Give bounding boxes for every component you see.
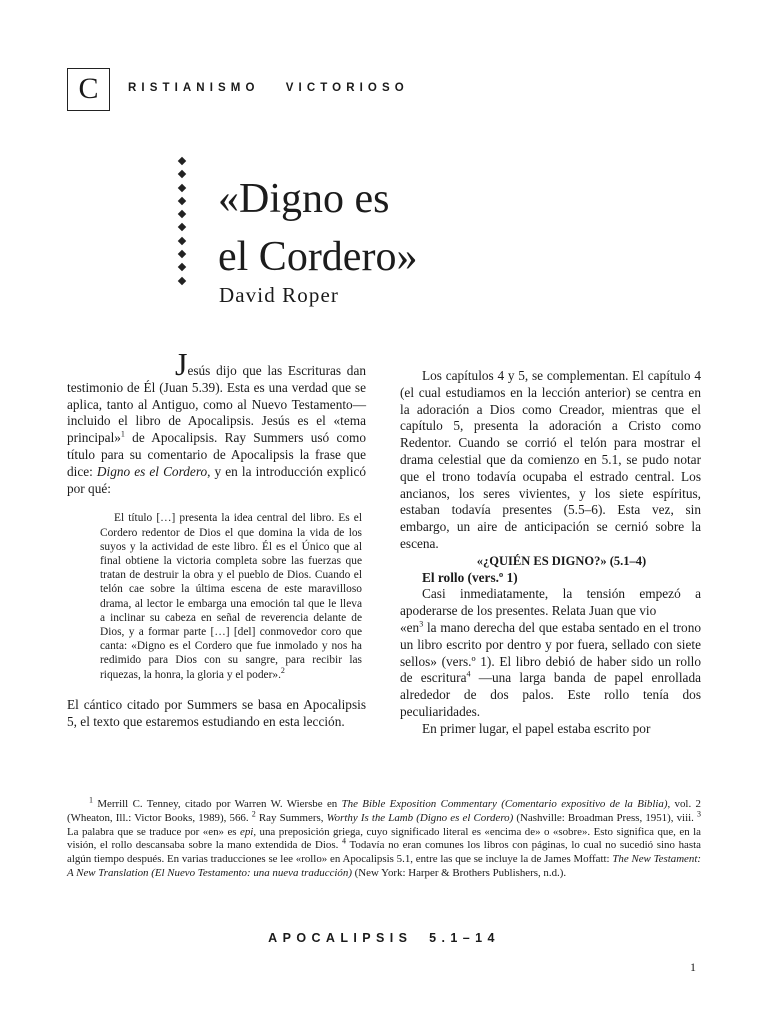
intro-text-a: esús dijo que las Escrituras dan testimonio de Él (Juan 5.39). Esta es una verdad que se aplica, tanto al Antiguo, como al Nuevo Testamento—incluido el libro de Apocalipsis. Jesús es el «tema principal» bbox=[67, 363, 366, 446]
quote-text bbox=[100, 511, 362, 681]
footnote-1-text: Merrill C. Tenney, citado por Warren W. Wiersbe en bbox=[93, 798, 342, 810]
footnote-2-text: Ray Summers, bbox=[255, 811, 327, 824]
footnote-4-italic: The New Testament: A New Translation (El Nuevo Testamento: una nueva traducción) bbox=[67, 853, 701, 879]
footnote-2-italic: Worthy Is the Lamb (Digno es el Cordero) bbox=[326, 811, 514, 824]
footnote-num-2: 2 bbox=[251, 809, 256, 819]
scroll-text-a: «en bbox=[400, 619, 420, 635]
footnote-ref-4: 4 bbox=[466, 669, 471, 679]
scroll-paragraph bbox=[400, 620, 701, 721]
footnotes bbox=[67, 795, 701, 881]
footnote-4-tail: (New York: Harper & Brothers Publishers, n.d.). bbox=[351, 866, 567, 879]
footnote-num-1: 1 bbox=[89, 795, 93, 805]
intro-italic-title: Digno es el Cordero bbox=[96, 463, 208, 479]
footnote-4-text: Todavía no eran comunes los libros con páginas, lo cual no sucedió sino hasta algún tiempo después. En varias traducciones se lee «rollo» en Apocalipsis 5.1, entre las que se incluye la de James Moffatt: bbox=[67, 839, 701, 866]
tension-paragraph: Casi inmediatamente, la tensión empezó a apoderarse de los presentes. Relata Juan que vio bbox=[400, 586, 701, 619]
diamond-icon bbox=[178, 183, 186, 191]
intro-text-c: , y en la introducción explicó por qué: bbox=[67, 463, 366, 496]
footnote-ref-2: 2 bbox=[280, 665, 285, 675]
footnote-1-tail: , vol. 2 (Wheaton, Ill.: Victor Books, 1989), 566. bbox=[67, 798, 701, 824]
diamond-icon bbox=[178, 223, 186, 231]
footnote-3-italic: epi bbox=[240, 825, 254, 838]
section-heading: «¿QUIÉN ES DIGNO?» (5.1–4) bbox=[476, 553, 647, 568]
running-footer: APOCALIPSIS 5.1–14 bbox=[268, 931, 500, 945]
diamond-icon bbox=[178, 210, 186, 218]
quote-body: El título […] presenta la idea central del libro. Es el Cordero redentor de Dios el que domina la vida de los suyos y la actividad de este libro. Él es el Único que al final obtiene la victoria completa sobre las fuerzas que tratan de destruir la obra y el pueblo de Dios. Cuando el telón cae sobre la última escena de este maravilloso drama, al lector le embarga una emoción tal que le lleva a inclinar su cabeza en señal de reverencia delante de Dios, y a formar parte […] [del] conmovedor coro que canta: «Digno es el Cordero que fue inmolado y nos ha redimido para Dios con su sangre, para recibir las riquezas, la honra, la gloria y el poder». bbox=[100, 512, 362, 681]
intro-paragraph bbox=[67, 346, 366, 497]
page-number: 1 bbox=[690, 960, 696, 974]
right-column bbox=[400, 368, 701, 738]
scroll-text-b: la mano derecha del que estaba sentado en el trono un libro escrito por dentro y por fuera, sellado con siete sellos» (vers.º 1). El libro debió de haber sido un rollo de escritura bbox=[400, 619, 701, 686]
title-line-1: «Digno es bbox=[218, 176, 390, 222]
diamond-icon bbox=[178, 237, 186, 245]
footnote-ref-1: 1 bbox=[120, 429, 125, 439]
closing-paragraph: El cántico citado por Summers se basa en Apocalipsis 5, el texto que estaremos estudiando en esta lección. bbox=[67, 696, 366, 729]
footnote-ref-3: 3 bbox=[419, 619, 424, 629]
ornament-diamonds bbox=[175, 158, 189, 291]
drop-cap: J bbox=[175, 346, 188, 382]
diamond-icon bbox=[178, 276, 186, 284]
footnote-3-text: La palabra que se traduce por «en» es bbox=[67, 825, 241, 838]
intro-text-b: de Apocalipsis. Ray Summers usó como título para su comentario de Apocalipsis la frase que dice: bbox=[67, 430, 366, 479]
footnote-1-italic: The Bible Exposition Commentary (Comentario expositivo de la Biblia) bbox=[341, 798, 668, 810]
footnote-num-3: 3 bbox=[697, 809, 701, 819]
title-line-2: el Cordero» bbox=[218, 234, 418, 280]
diamond-icon bbox=[178, 250, 186, 258]
scroll-text-c: —una larga banda de papel enrollada alrededor de dos palos. Este rollo tenía dos peculiaridades. bbox=[400, 670, 701, 719]
diamond-icon bbox=[178, 170, 186, 178]
footnotes-text bbox=[67, 795, 701, 881]
footnote-num-4: 4 bbox=[342, 836, 347, 846]
footnote-2-tail: (Nashville: Broadman Press, 1951), viii. bbox=[513, 811, 697, 824]
series-initial-box: C bbox=[67, 68, 110, 111]
left-column bbox=[67, 346, 366, 730]
diamond-icon bbox=[178, 157, 186, 165]
summers-quote bbox=[100, 511, 362, 681]
diamond-icon bbox=[178, 197, 186, 205]
subheading-rollo: El rollo (vers.º 1) bbox=[422, 569, 518, 585]
article-title bbox=[218, 170, 417, 286]
diamond-icon bbox=[178, 263, 186, 271]
footnote-3-tail: , una preposición griega, cuyo significado literal es «encima de» o «sobre». Esto significa que, en la visión, el rollo descansaba sobre la mano extendida de Dios. bbox=[67, 825, 701, 852]
first-place-paragraph: En primer lugar, el papel estaba escrito por bbox=[422, 720, 651, 736]
series-title: RISTIANISMO VICTORIOSO bbox=[128, 82, 409, 94]
author-name: David Roper bbox=[219, 283, 339, 307]
chapters-paragraph: Los capítulos 4 y 5, se complementan. El capítulo 4 (el cual estudiamos en la lección anterior) se centra en la adoración a Dios como Creador, mientras que el capítulo 5, presenta la adoración a Cristo como Redentor. Cuando se corrió el telón para mostrar el drama celestial que da comienzo en 5.1, se pudo notar que el trono todavía ocupaba el estrado central. Los ancianos, los seres vivientes, y los siete espíritus, estaban todavía presentes (5.5–6). Esta vez, sin embargo, un aire de anticipación se cernió sobre la escena. bbox=[400, 368, 701, 551]
